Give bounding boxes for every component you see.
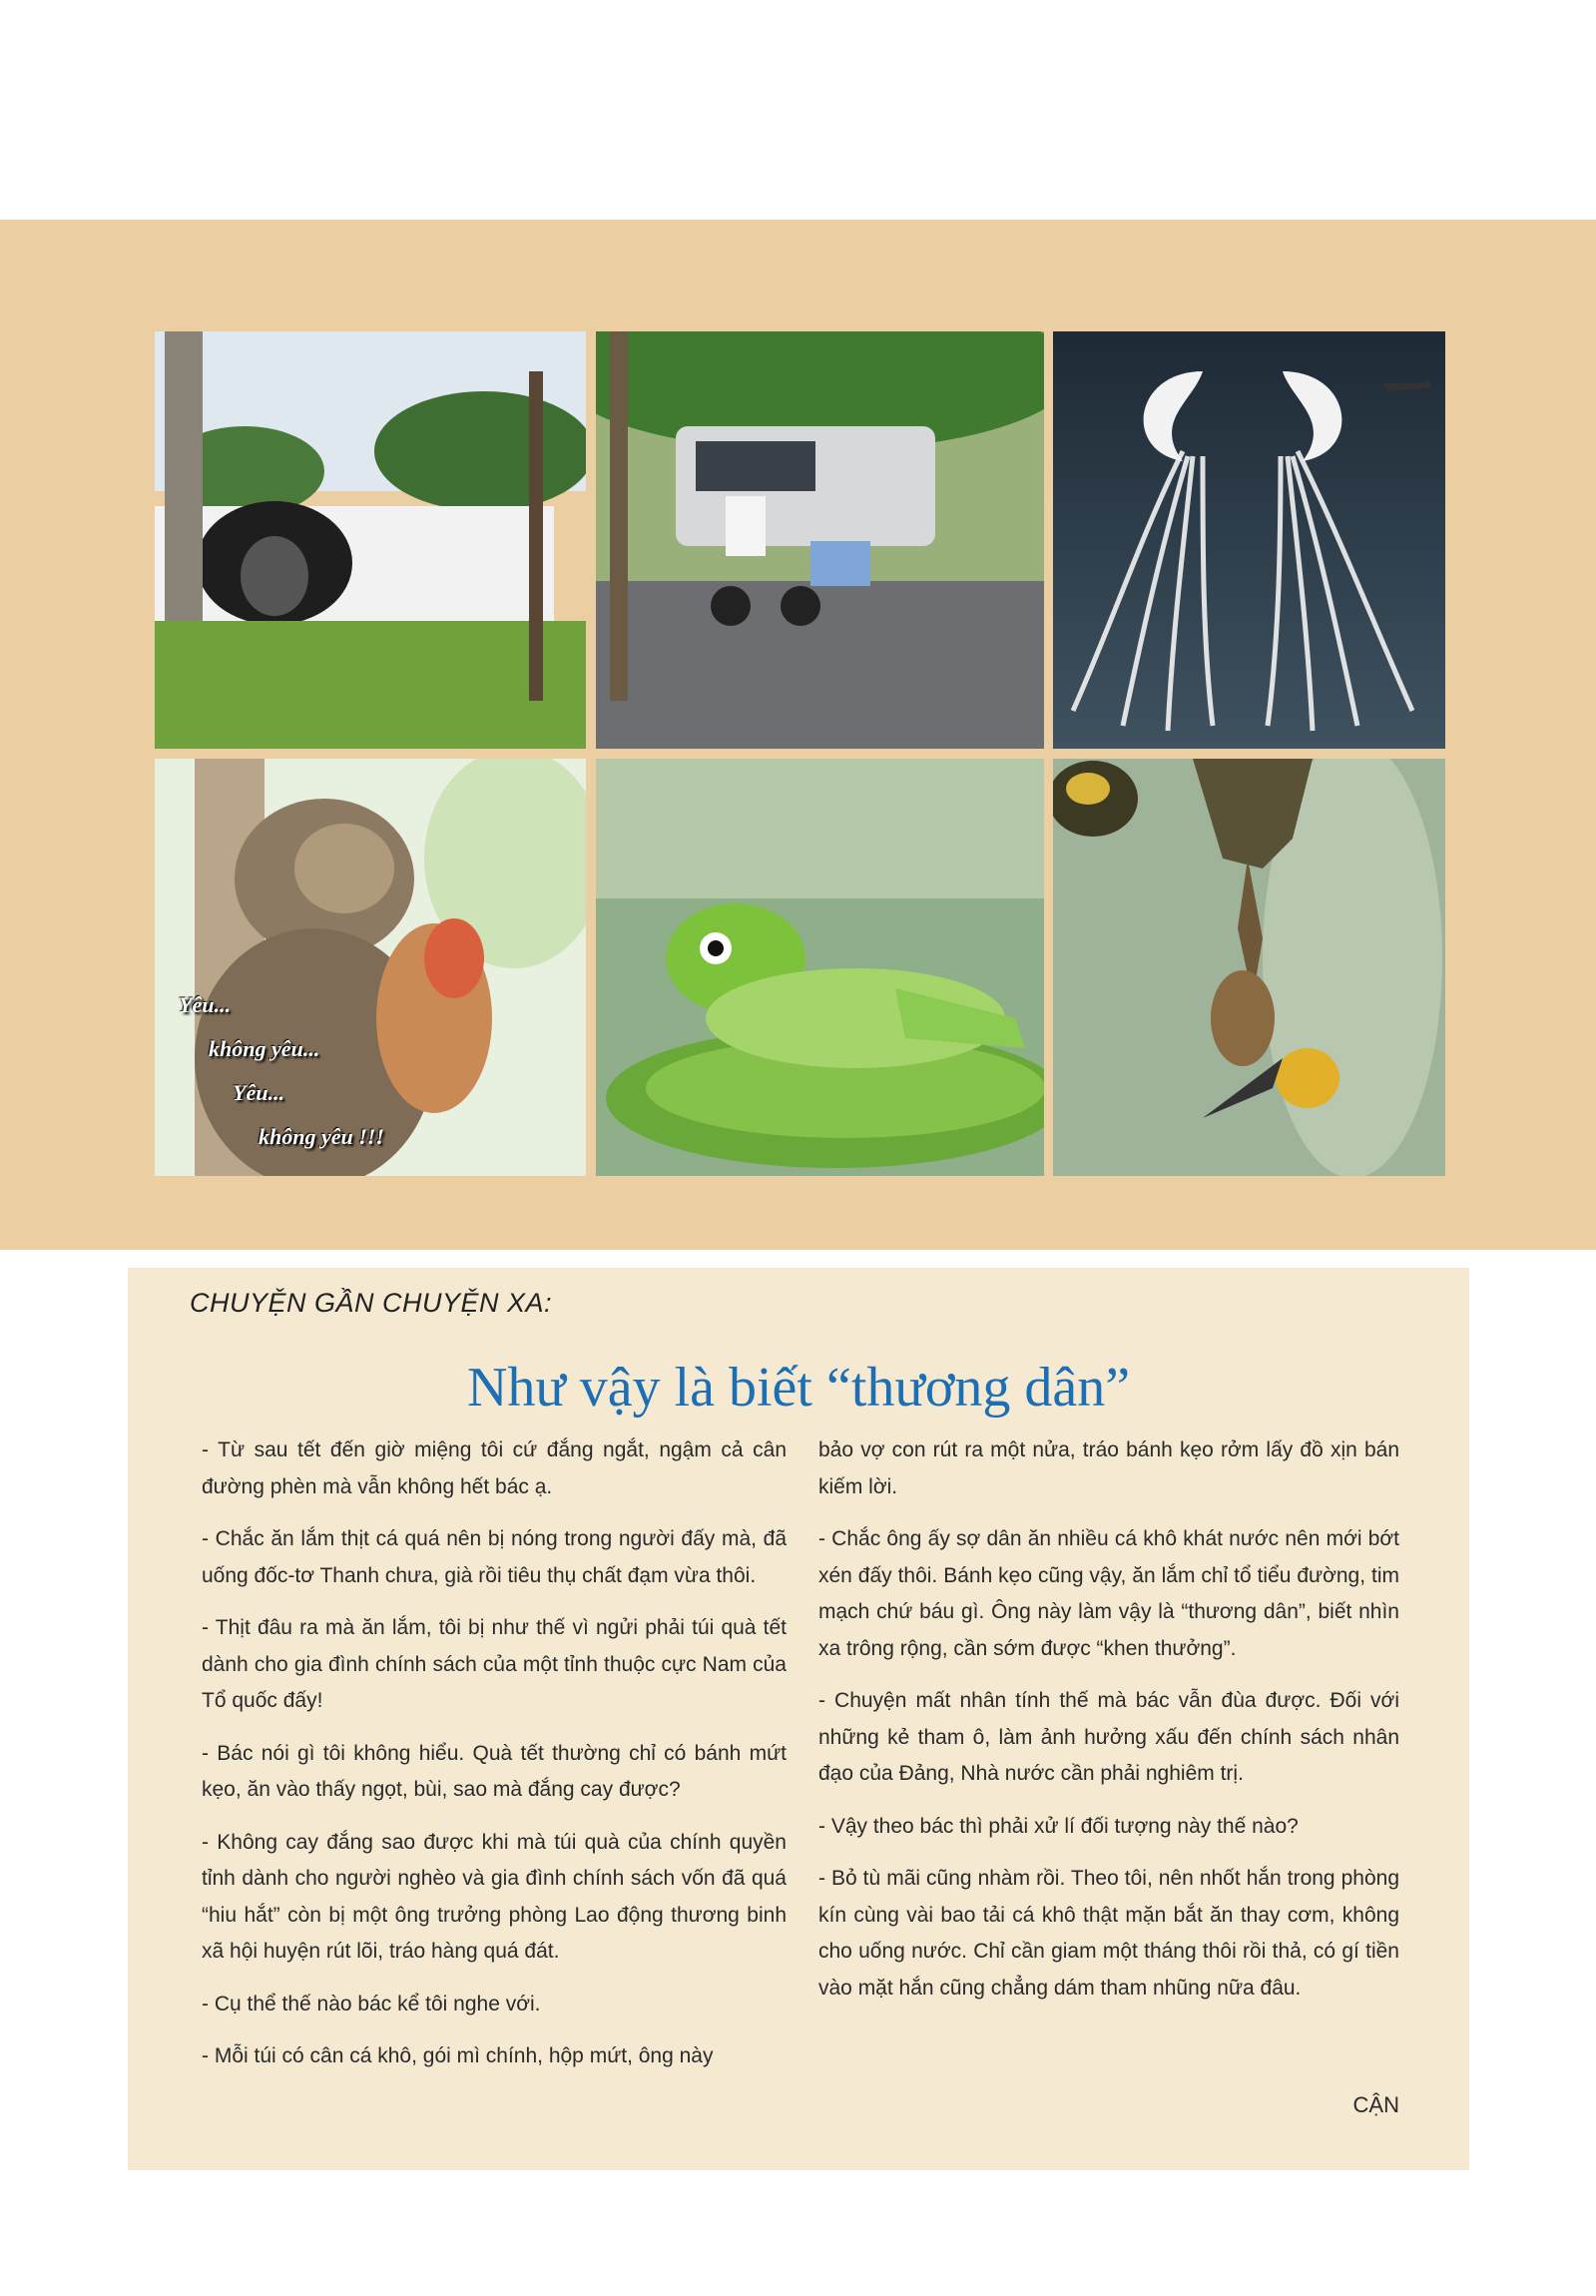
article-column-right <box>818 1433 1399 2022</box>
photo-grid <box>155 331 1445 1176</box>
photo-frog-lily-pad <box>596 759 1044 1176</box>
paragraph: - Thịt đâu ra mà ăn lắm, tôi bị như thế vì ngửi phải túi quà tết dành cho gia đình chính sách của một tỉnh thuộc cực Nam của Tổ quốc đấy! <box>202 1616 787 1712</box>
photo-mural-wall <box>155 331 586 749</box>
caption-line-3: Yêu... <box>233 1080 284 1105</box>
article-title: Như vậy là biết “thương dân” <box>466 1357 1131 1419</box>
photo-birds-hanging <box>1053 759 1445 1176</box>
caption-line-2: không yêu... <box>209 1036 320 1061</box>
photo-angel-flares <box>1053 331 1445 749</box>
paragraph: - Mỗi túi có cân cá khô, gói mì chính, hộp mứt, ông này <box>202 2044 714 2067</box>
paragraph: - Bỏ tù mãi cũng nhàm rồi. Theo tôi, nên nhốt hắn trong phòng kín cùng vài bao tải cá khô thật mặn bắt ăn thay cơm, không cho uống nước. Chỉ cần giam một tháng thôi rồi thả, có gí tiền vào mặt hắn cũng chẳng dám tham nhũng nữa đâu. <box>818 1867 1399 2000</box>
paragraph: - Chuyện mất nhân tính thế mà bác vẫn đùa được. Đối với những kẻ tham ô, làm ảnh hưởng xấu đến chính sách nhân đạo của Đảng, Nhà nước cần phải nghiêm trị. <box>818 1689 1399 1785</box>
article-column-left <box>202 1433 787 2091</box>
paragraph: - Cụ thể thế nào bác kể tôi nghe với. <box>202 1992 541 2015</box>
paragraph: - Chắc ăn lắm thịt cá quá nên bị nóng trong người đấy mà, đã uống đốc-tơ Thanh chưa, già rồi tiêu thụ chất đạm vừa thôi. <box>202 1527 787 1587</box>
paragraph: - Chắc ông ấy sợ dân ăn nhiều cá khô khát nước nên mới bớt xén đấy thôi. Bánh kẹo cũng vậy, ăn lắm chỉ tổ tiểu đường, tim mạch chứ báu gì. Ông này làm vậy là “thương dân”, biết nhìn xa trông rộng, cần sớm được “khen thưởng”. <box>818 1527 1399 1660</box>
caption-line-4: không yêu !!! <box>259 1124 384 1149</box>
caption-line-1: Yêu... <box>179 992 231 1017</box>
section-kicker: CHUYỆN GẦN CHUYỆN XA: <box>190 1288 553 1318</box>
photo-monkey-chicken <box>155 759 586 1176</box>
paragraph: - Không cay đắng sao được khi mà túi quà của chính quyền tỉnh dành cho người nghèo và gia đình chính sách vốn đã quá “hiu hắt” còn bị một ông trưởng phòng Lao động thương binh xã hội huyện rút lõi, tráo hàng quá đát. <box>202 1830 787 1963</box>
paragraph: - Từ sau tết đến giờ miệng tôi cứ đắng ngắt, ngậm cả cân đường phèn mà vẫn không hết bác ạ. <box>202 1438 787 1498</box>
paragraph: - Vậy theo bác thì phải xử lí đối tượng này thế nào? <box>818 1814 1299 1838</box>
author-signature: CẬN <box>1352 2092 1399 2117</box>
paragraph: - Bác nói gì tôi không hiểu. Quà tết thường chỉ có bánh mứt kẹo, ăn vào thấy ngọt, bùi, sao mà đắng cay được? <box>202 1741 787 1801</box>
photo-street-stroller <box>596 331 1044 749</box>
article-box <box>128 1268 1469 2170</box>
paragraph: bảo vợ con rút ra một nửa, tráo bánh kẹo rởm lấy đồ xịn bán kiếm lời. <box>818 1438 1399 1498</box>
